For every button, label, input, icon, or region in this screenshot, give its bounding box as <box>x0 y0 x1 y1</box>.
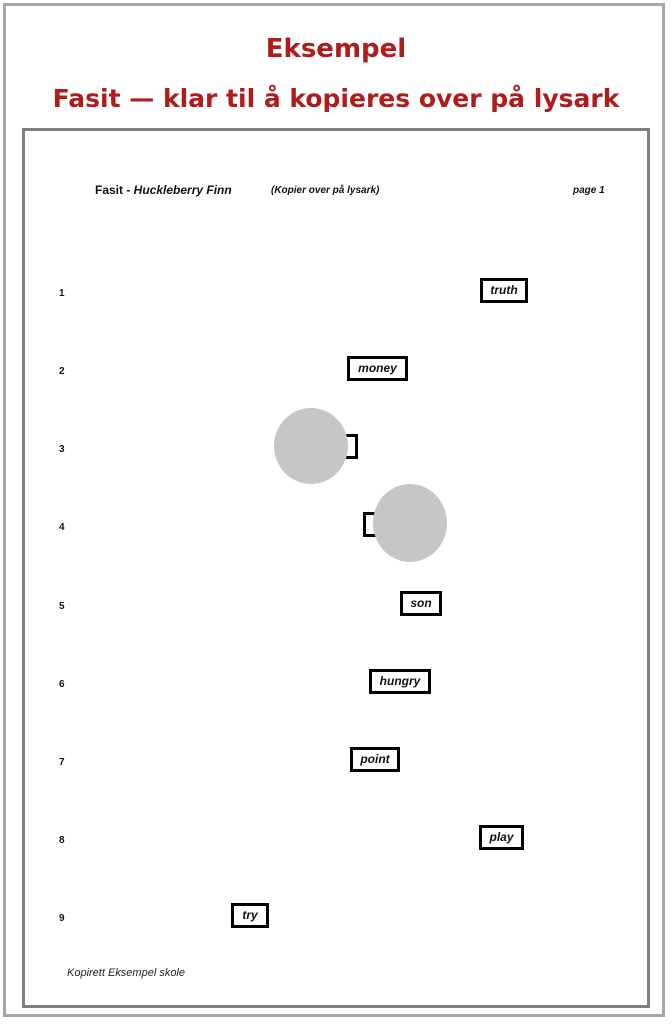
redaction-circle <box>373 484 447 562</box>
sheet-note-text: (Kopier over på lysark) <box>271 185 380 196</box>
row-number: 4 <box>59 522 65 533</box>
page-title: Eksempel <box>265 34 407 64</box>
sheet-title <box>95 183 232 197</box>
copyright-footer: Kopirett Eksempel skole <box>67 967 185 979</box>
sheet-title-prefix: Fasit - <box>95 183 134 197</box>
row-number: 3 <box>59 444 65 455</box>
page-number: page 1 <box>573 185 605 196</box>
page-subtitle: Fasit — klar til å kopieres over på lysark <box>52 84 620 113</box>
row-number: 1 <box>59 288 65 299</box>
answer-box: hungry <box>369 669 431 694</box>
answer-box: son <box>400 591 442 616</box>
row-number: 9 <box>59 913 65 924</box>
answer-box: try <box>231 903 269 928</box>
answer-box: truth <box>480 278 528 303</box>
row-number: 6 <box>59 679 65 690</box>
answer-box: money <box>347 356 408 381</box>
row-number: 8 <box>59 835 65 846</box>
sheet-note <box>271 185 379 196</box>
redaction-circle <box>274 408 348 484</box>
row-number: 5 <box>59 601 65 612</box>
answer-box: point <box>350 747 400 772</box>
row-number: 2 <box>59 366 65 377</box>
row-number: 7 <box>59 757 65 768</box>
answer-sheet <box>22 128 650 1008</box>
answer-box: play <box>479 825 524 850</box>
book-title: Huckleberry Finn <box>133 183 232 197</box>
